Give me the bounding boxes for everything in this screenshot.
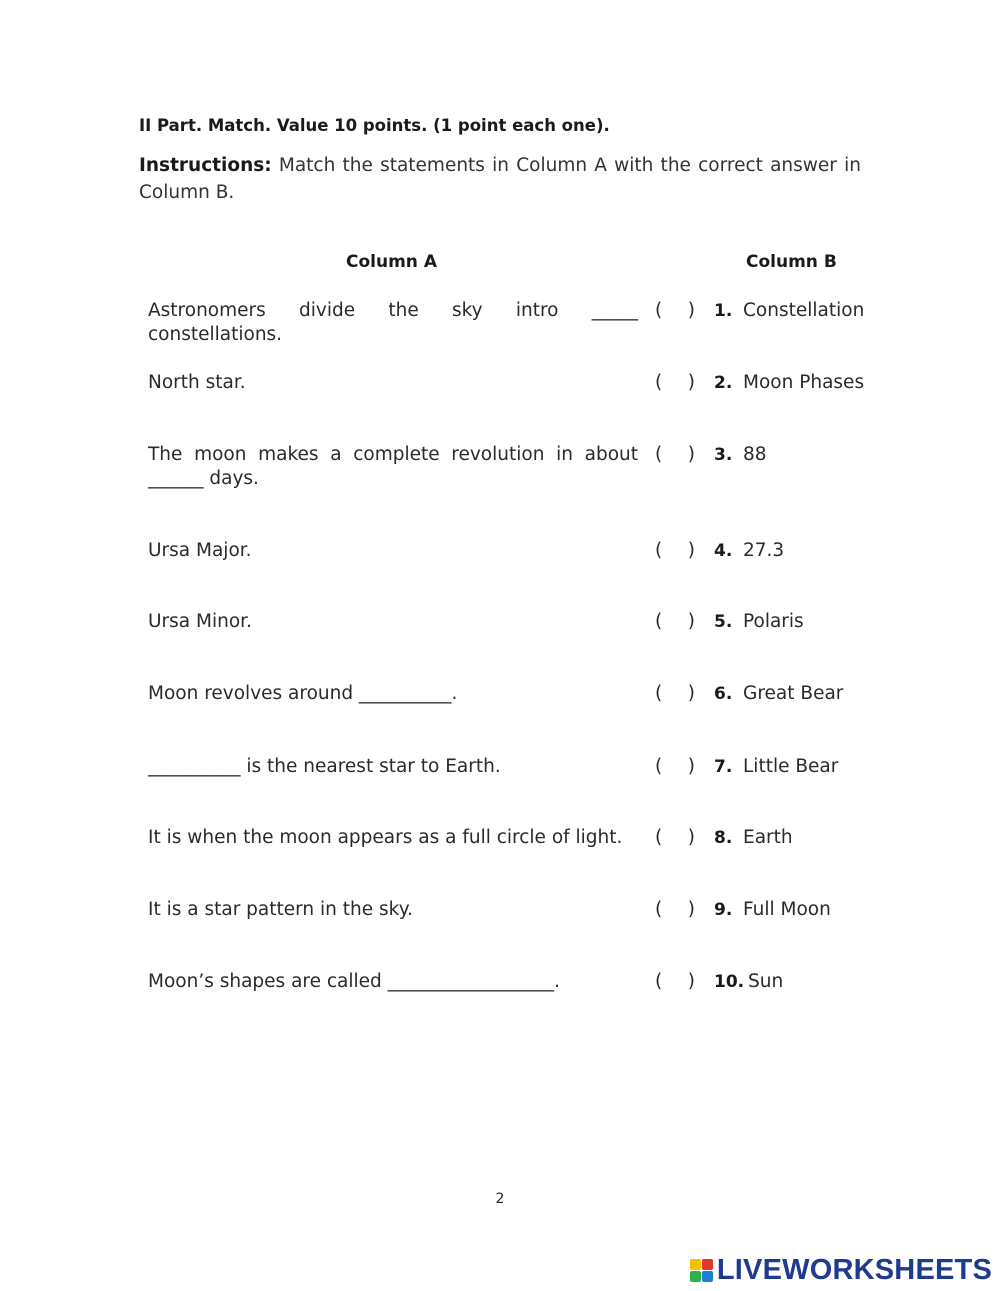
open-paren: ( xyxy=(655,756,663,777)
answer-option: 88 xyxy=(743,444,767,465)
instructions-text: Match the statements in Column A with the correct answer in Column B. xyxy=(139,155,861,203)
answer-blank[interactable] xyxy=(655,755,695,779)
answer-blank[interactable] xyxy=(655,371,695,395)
answer-blank[interactable] xyxy=(655,610,695,634)
statement: Astronomers divide the sky intro _____ constellations. xyxy=(148,300,638,345)
open-paren: ( xyxy=(655,827,663,848)
answer-number: 3. xyxy=(714,445,733,465)
open-paren: ( xyxy=(655,611,663,632)
close-paren: ) xyxy=(687,372,695,393)
answer-blank[interactable] xyxy=(655,898,695,922)
close-paren: ) xyxy=(687,683,695,704)
open-paren: ( xyxy=(655,971,663,992)
open-paren: ( xyxy=(655,540,663,561)
answer-option: Great Bear xyxy=(743,683,844,704)
liveworksheets-logo-icon xyxy=(690,1259,713,1282)
answer-number: 7. xyxy=(714,757,733,777)
statement: Moon’s shapes are called __________________. xyxy=(148,971,561,992)
answer-blank[interactable] xyxy=(655,539,695,563)
answer-option: Earth xyxy=(743,827,793,848)
answer-option: Constellation xyxy=(743,300,865,321)
instructions xyxy=(139,152,861,206)
close-paren: ) xyxy=(687,756,695,777)
open-paren: ( xyxy=(655,372,663,393)
part-title: II Part. Match. Value 10 points. (1 point each one). xyxy=(139,116,610,135)
answer-number: 2. xyxy=(714,373,733,393)
answer-blank[interactable] xyxy=(655,970,695,994)
instructions-label: Instructions: xyxy=(139,155,272,176)
answer-number: 5. xyxy=(714,612,733,632)
brand-name: LIVEWORKSHEETS xyxy=(716,1253,992,1286)
statement: North star. xyxy=(148,372,246,393)
answer-option: Full Moon xyxy=(743,899,831,920)
open-paren: ( xyxy=(655,300,663,321)
statement: It is a star pattern in the sky. xyxy=(148,899,413,920)
answer-option: Moon Phases xyxy=(743,372,865,393)
answer-option: Sun xyxy=(748,971,784,992)
open-paren: ( xyxy=(655,899,663,920)
close-paren: ) xyxy=(687,300,695,321)
open-paren: ( xyxy=(655,444,663,465)
column-b-heading: Column B xyxy=(746,252,837,272)
answer-number: 1. xyxy=(714,301,733,321)
statement: The moon makes a complete revolution in about ______ days. xyxy=(148,444,638,489)
liveworksheets-brand[interactable] xyxy=(690,1254,992,1286)
column-a-heading: Column A xyxy=(346,252,437,272)
answer-blank[interactable] xyxy=(655,826,695,850)
close-paren: ) xyxy=(687,611,695,632)
statement: Moon revolves around __________. xyxy=(148,683,458,704)
answer-number: 10. xyxy=(714,972,745,992)
page-number: 2 xyxy=(495,1191,505,1207)
open-paren: ( xyxy=(655,683,663,704)
answer-number: 4. xyxy=(714,541,733,561)
answer-blank[interactable] xyxy=(655,682,695,706)
statement: __________ is the nearest star to Earth. xyxy=(148,756,501,777)
answer-option: Little Bear xyxy=(743,756,839,777)
statement: It is when the moon appears as a full circle of light. xyxy=(148,827,623,848)
close-paren: ) xyxy=(687,899,695,920)
close-paren: ) xyxy=(687,971,695,992)
close-paren: ) xyxy=(687,540,695,561)
answer-option: Polaris xyxy=(743,611,804,632)
statement: Ursa Minor. xyxy=(148,611,252,632)
close-paren: ) xyxy=(687,444,695,465)
answer-number: 6. xyxy=(714,684,733,704)
answer-number: 8. xyxy=(714,828,733,848)
close-paren: ) xyxy=(687,827,695,848)
answer-number: 9. xyxy=(714,900,733,920)
answer-blank[interactable] xyxy=(655,443,695,467)
answer-blank[interactable] xyxy=(655,299,695,323)
answer-option: 27.3 xyxy=(743,540,785,561)
statement: Ursa Major. xyxy=(148,540,252,561)
